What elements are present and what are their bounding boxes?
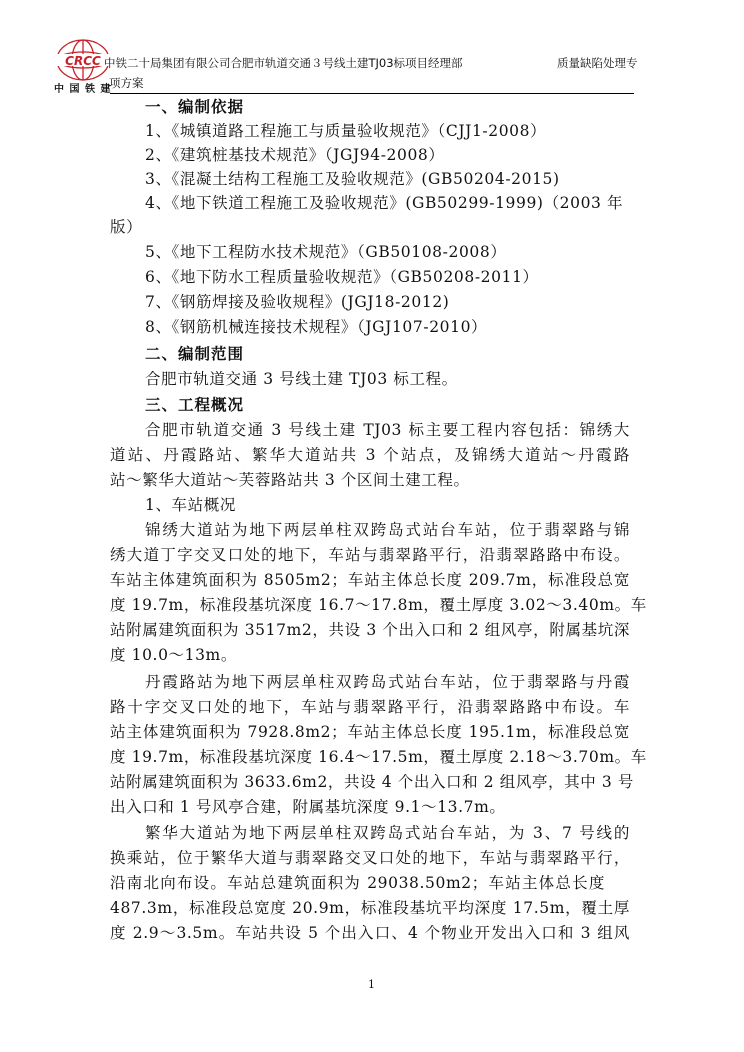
para-line: 487.3m，标准段总宽度 20.9m，标准段基坑平均深度 17.5m，覆土厚 [110,899,630,917]
para-line: 度 19.7m，标准段基坑深度 16.7～17.8m，覆土厚度 3.02～3.40m。车 [110,596,647,614]
para-line: 繁华大道站为地下两层单柱双跨岛式站台车站，为 3、7 号线的 [145,824,630,842]
basis-item: 8、《钢筋机械连接技术规程》（JGJ107-2010） [145,318,488,336]
para-line: 锦绣大道站为地下两层单柱双跨岛式站台车站，位于翡翠路与锦 [145,521,630,539]
scope-text: 合肥市轨道交通 3 号线土建 TJ03 标工程。 [145,370,458,388]
para-line: 站附属建筑面积为 3517m2，共设 3 个出入口和 2 组风亭，附属基坑深 [110,621,630,639]
para-line: 车站主体建筑面积为 8505m2；车站主体总长度 209.7m，标准段总宽 [110,571,630,589]
para-line: 沿南北向布设。车站总建筑面积为 29038.50m2；车站主体总长度 [110,874,605,892]
basis-item-cont: 版） [110,218,143,236]
section-heading-basis: 一、编制依据 [145,98,245,116]
overview-line: 道站、丹霞路站、繁华大道站共 3 个站点，及锦绣大道站～丹霞路 [110,446,630,464]
basis-item: 5、《地下工程防水技术规范》（GB50108-2008） [145,243,507,261]
para-line: 度 2.9～3.5m。车站共设 5 个出入口、4 个物业开发出入口和 3 组风 [110,924,630,942]
section-heading-scope: 二、编制范围 [145,345,245,363]
basis-item: 6、《地下防水工程质量验收规范》（GB50208-2011） [145,268,539,286]
header-rule [110,93,634,94]
overview-line: 合肥市轨道交通 3 号线土建 TJ03 标主要工程内容包括：锦绣大 [145,421,630,439]
overview-line: 站～繁华大道站～芙蓉路站共 3 个区间土建工程。 [110,471,470,489]
para-line: 丹霞路站为地下两层单柱双跨岛式站台车站，位于翡翠路与丹霞 [145,673,630,691]
basis-item: 4、《地下铁道工程施工及验收规范》(GB50299-1999)（2003 年 [145,194,624,212]
basis-item: 7、《钢筋焊接及验收规程》(JGJ18-2012) [145,293,450,311]
header-doc-title: 质量缺陷处理专 [557,56,638,70]
header-company: 中铁二十局集团有限公司合肥市轨道交通３号线土建TJ03标项目经理部 [104,56,463,70]
section-heading-overview: 三、工程概况 [145,396,245,414]
para-line: 度 19.7m，标准段基坑深度 16.4～17.5m，覆土厚度 2.18～3.70m。车 [110,748,647,766]
basis-item: 3、《混凝土结构工程施工及验收规范》(GB50204-2015) [145,170,560,188]
header-doc-title-cont: 项方案 [109,76,144,90]
para-line: 绣大道丁字交叉口处的地下，车站与翡翠路平行，沿翡翠路路中布设。 [110,546,630,564]
basis-item: 2、《建筑桩基技术规范》（JGJ94-2008） [145,146,445,164]
logo-caption: 中 国 铁 建 [54,84,112,95]
para-line: 站附属建筑面积为 3633.6m2，共设 4 个出入口和 2 组风亭，其中 3 号 [110,773,634,791]
para-line: 站主体建筑面积为 7928.8m2；车站主体总长度 195.1m，标准段总宽 [110,723,630,741]
svg-text:CRCC: CRCC [65,54,101,68]
para-line: 路十字交叉口处的地下，车站与翡翠路平行，沿翡翠路路中布设。车 [110,698,630,716]
page-number: 1 [368,978,375,991]
para-line: 度 10.0～13m。 [110,646,237,664]
para-line: 出入口和 1 号风亭合建，附属基坑深度 9.1～13.7m。 [110,798,506,816]
basis-item: 1、《城镇道路工程施工与质量验收规范》（CJJ1-2008） [145,122,547,140]
subheading-stations: 1、车站概况 [145,496,236,514]
para-line: 换乘站，位于繁华大道与翡翠路交叉口处的地下，车站与翡翠路平行， [110,849,630,867]
